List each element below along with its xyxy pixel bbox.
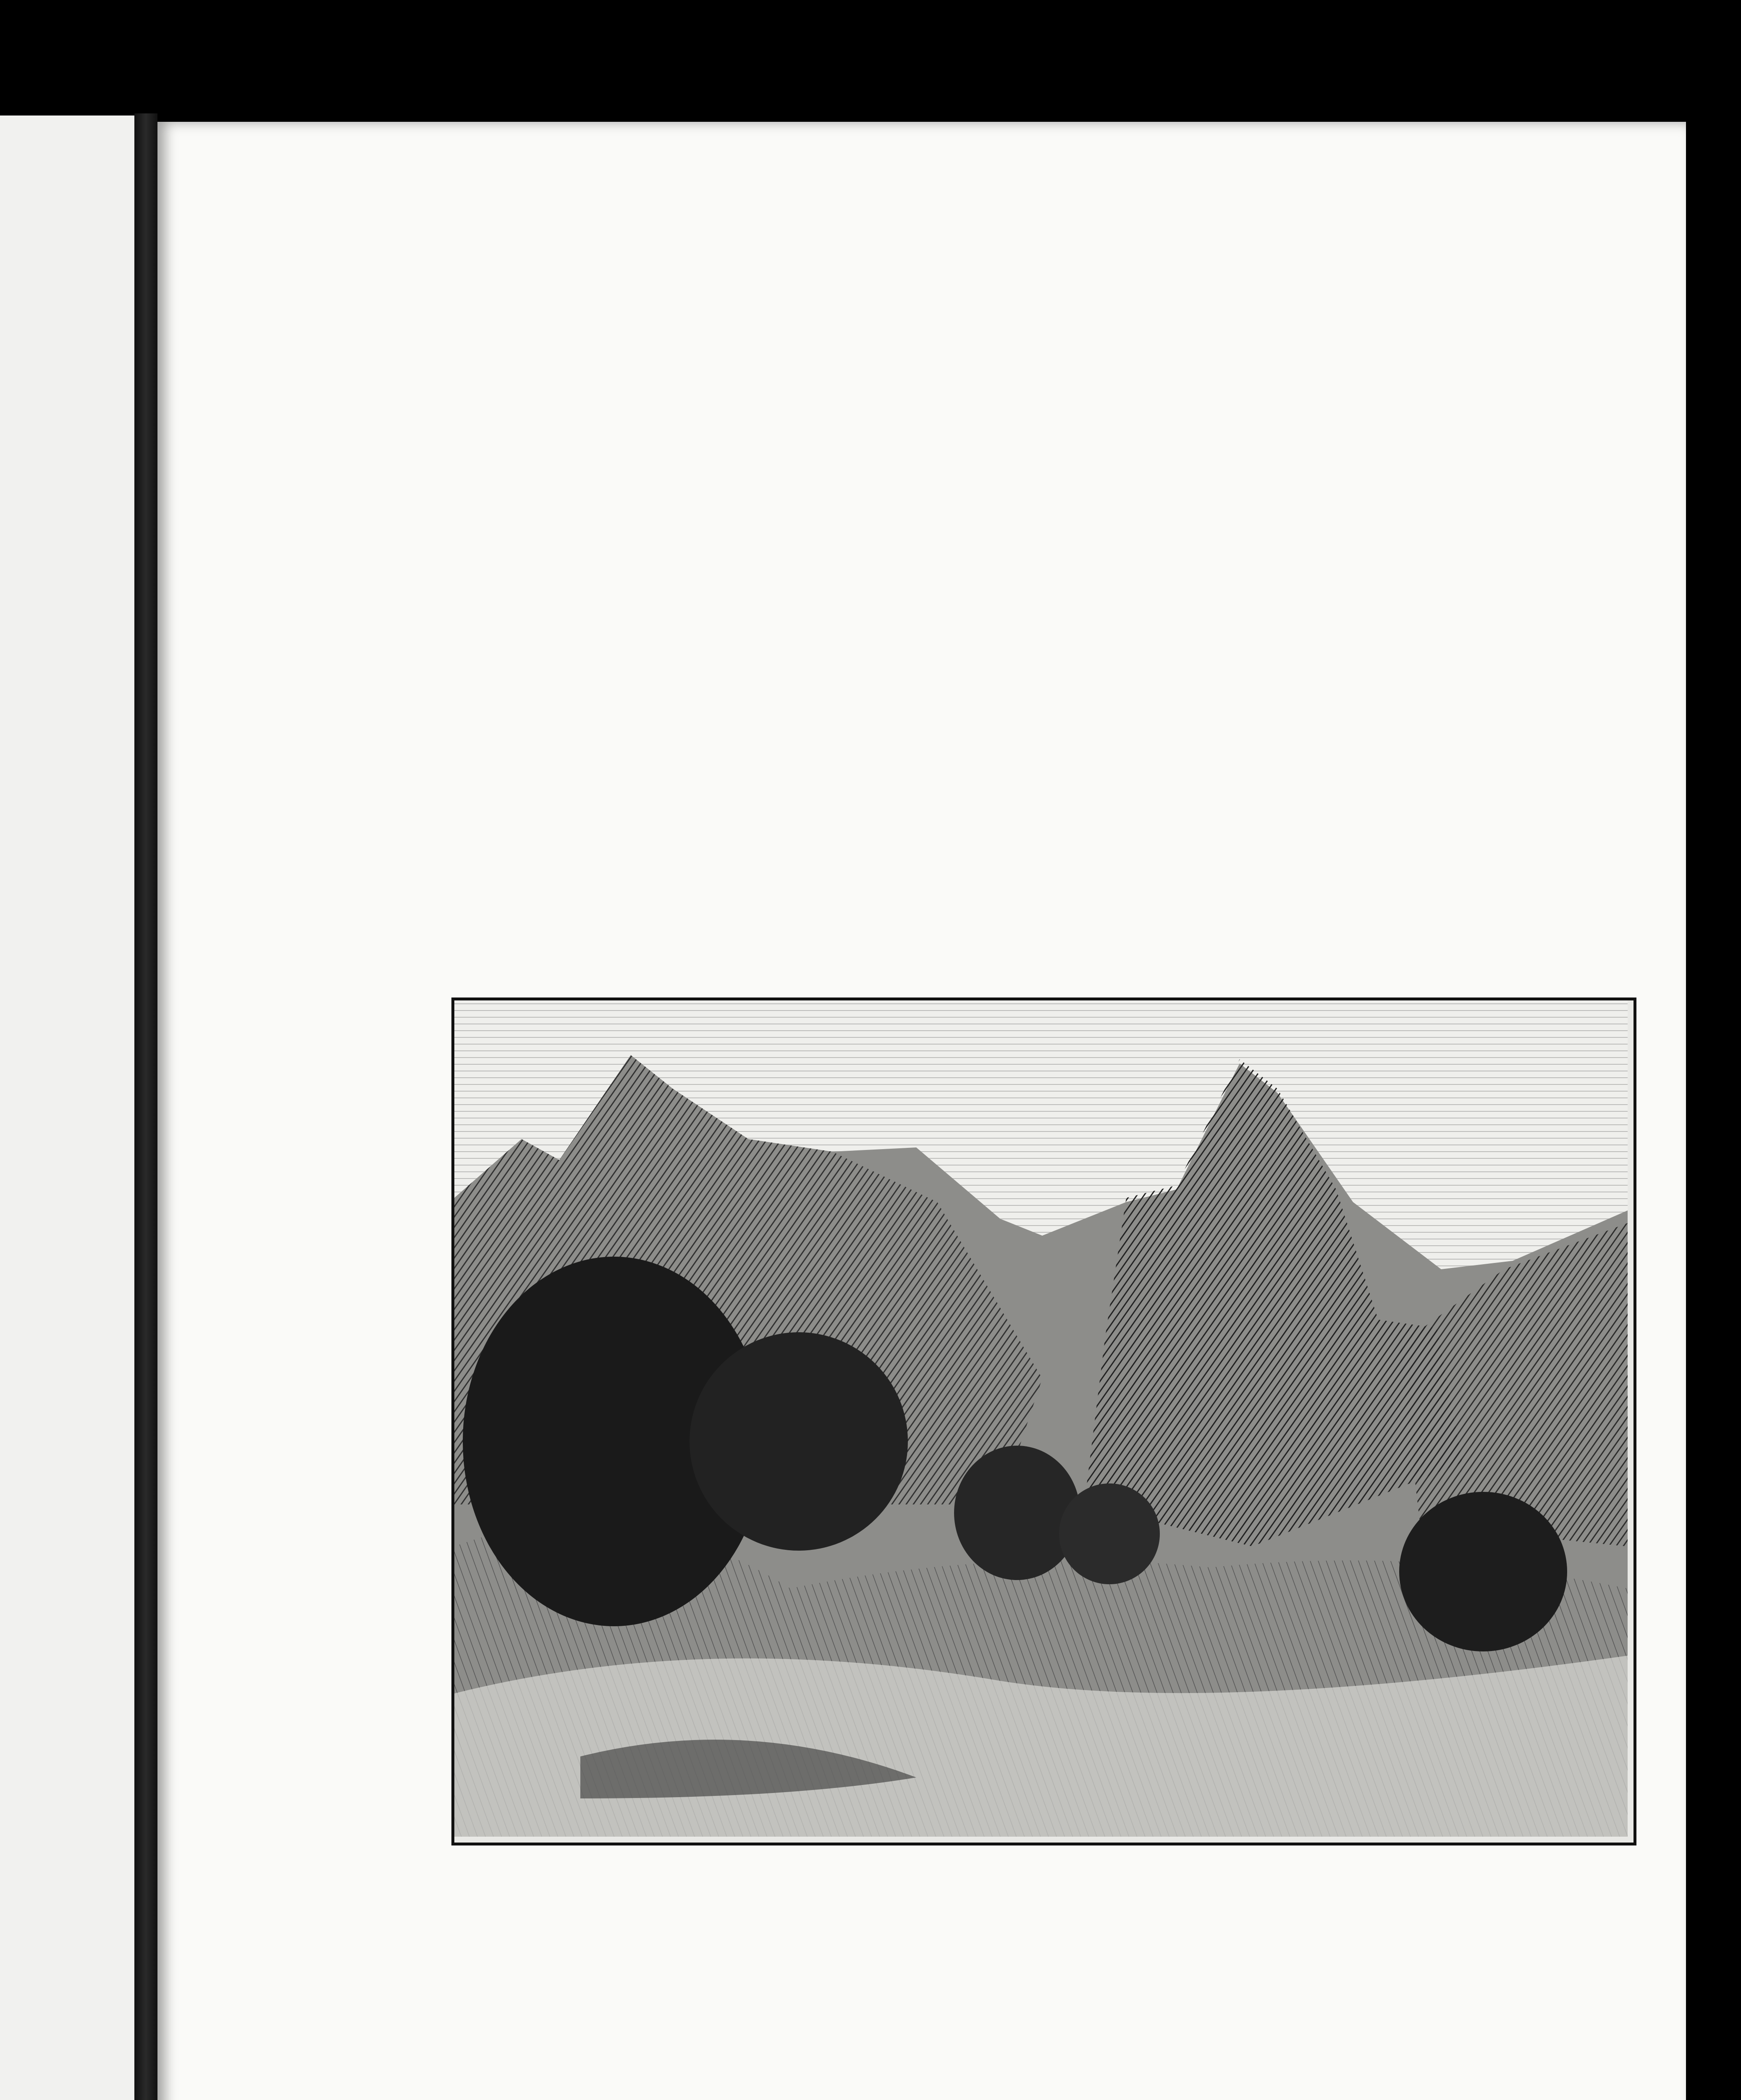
middle-trees bbox=[690, 1332, 908, 1551]
right-tree bbox=[1399, 1492, 1567, 1651]
engraving-illustration bbox=[451, 998, 1636, 1845]
previous-page-edge bbox=[0, 116, 137, 2100]
tree-cluster bbox=[954, 1446, 1080, 1580]
book-gutter bbox=[134, 113, 157, 2100]
book-page bbox=[157, 122, 1686, 2100]
tree-cluster-small bbox=[1059, 1483, 1160, 1584]
romsdalshorn-engraving bbox=[454, 1000, 1628, 1837]
